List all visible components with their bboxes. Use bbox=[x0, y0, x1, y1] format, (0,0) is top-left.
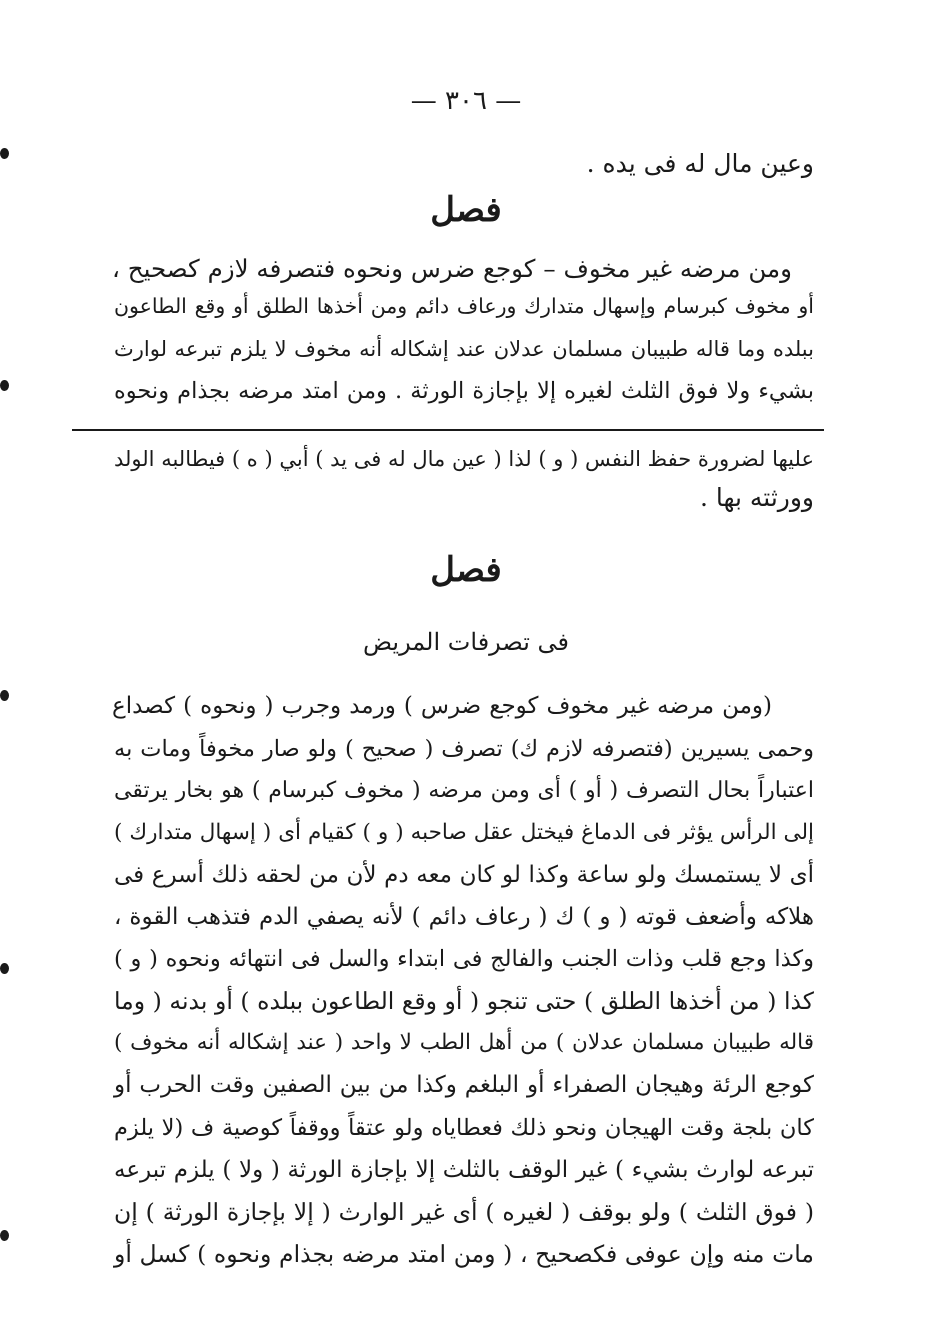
matn-line: ومن مرضه غير مخوف – كوجع ضرس ونحوه فتصرفه لازم كصحيح ، bbox=[112, 254, 792, 283]
sharh-line: هلاكه وأضعف قوته ( و ) ك ( رعاف دائم ) لأنه يصفي الدم فتذهب القوة ، bbox=[114, 904, 814, 930]
section-divider bbox=[72, 429, 824, 431]
sharh-line: أى لا يستمسك ولو ساعة وكذا لو كان معه دم لأن من لحقه ذلك أسرع فى bbox=[114, 862, 814, 888]
sharh-line: تبرعه لوارث بشيء ) غير الوقف بالثلث إلا بإجازة الورثة ( ولا ) يلزم تبرعه bbox=[114, 1157, 814, 1183]
sharh-line: وحمى يسيرين (فتصرفه لازم ك) تصرف ( صحيح ) ولو صار مخوفاً ومات به bbox=[114, 736, 814, 762]
sharh-top-line: عليها لضرورة حفظ النفس ( و ) لذا ( عين مال له فى يد ) أبي ( ه ) فيطالبه الولد bbox=[114, 447, 814, 471]
matn-line: ببلده وما قاله طبيبان مسلمان عدلان عند إشكاله أنه مخوف لا يلزم تبرعه لوارث bbox=[114, 337, 814, 361]
sharh-line: قاله طبيبان مسلمان عدلان ) من أهل الطب لا واحد ( عند إشكاله أنه مخوف ) bbox=[114, 1030, 814, 1055]
matn-heading: فصل bbox=[430, 190, 502, 230]
sharh-line: ( فوق الثلث ) ولو بوقف ( لغيره ) أى غير الوارث ( إلا بإجازة الورثة ) إن bbox=[114, 1198, 814, 1226]
matn-line: أو مخوف كبرسام وإسهال متدارك ورعاف دائم ومن أخذها الطلق أو وقع الطاعون bbox=[114, 294, 814, 318]
sharh-heading: فصل bbox=[430, 550, 502, 590]
margin-mark bbox=[0, 148, 9, 159]
sharh-top-line: وورثته بها . bbox=[699, 483, 814, 512]
intro-line: وعين مال له فى يده . bbox=[586, 149, 814, 178]
sharh-line: اعتباراً بحال التصرف ( أو ) أى ومن مرضه ( مخوف كبرسام ) هو بخار يرتقى bbox=[114, 778, 814, 803]
margin-mark bbox=[0, 1230, 9, 1241]
sharh-line: (ومن مرضه غير مخوف كوجع ضرس ) ورمد وجرب ( ونحوه ) كصداع bbox=[112, 693, 772, 719]
matn-line: بشيء ولا فوق الثلث لغيره إلا بإجازة الورثة . ومن امتد مرضه بجذام ونحوه bbox=[114, 378, 814, 404]
sharh-line: كوجع الرئة وهيجان الصفراء أو البلغم وكذا من بين الصفين وقت الحرب أو bbox=[114, 1072, 814, 1098]
page-number: — ٣٠٦ — bbox=[410, 86, 522, 116]
sharh-line: كان بلجة وقت الهيجان ونحو ذلك فعطاياه ولو عتقاً ووقفاً كوصية ف (لا يلزم bbox=[114, 1115, 814, 1141]
sharh-line: مات منه وإن عوفى فكصحيح ، ( ومن امتد مرضه بجذام ونحوه ) كسل أو bbox=[114, 1240, 814, 1268]
sharh-line: وكذا وجع قلب وذات الجنب والفالج فى ابتداء والسل فى انتهائه ونحوه ( و ) bbox=[114, 946, 814, 972]
sharh-line: كذا ( من أخذها الطلق ) حتى تنجو ( أو وقع الطاعون ببلده ) أو بدنه ( وما bbox=[114, 987, 814, 1015]
margin-mark bbox=[0, 963, 9, 974]
margin-mark bbox=[0, 690, 9, 701]
sharh-subheading: فى تصرفات المريض bbox=[362, 628, 570, 656]
margin-mark bbox=[0, 380, 9, 391]
sharh-line: إلى الرأس يؤثر فى الدماغ فيختل عقل صاحبه ( و ) كقيام أى ( إسهال متدارك ) bbox=[114, 820, 814, 845]
